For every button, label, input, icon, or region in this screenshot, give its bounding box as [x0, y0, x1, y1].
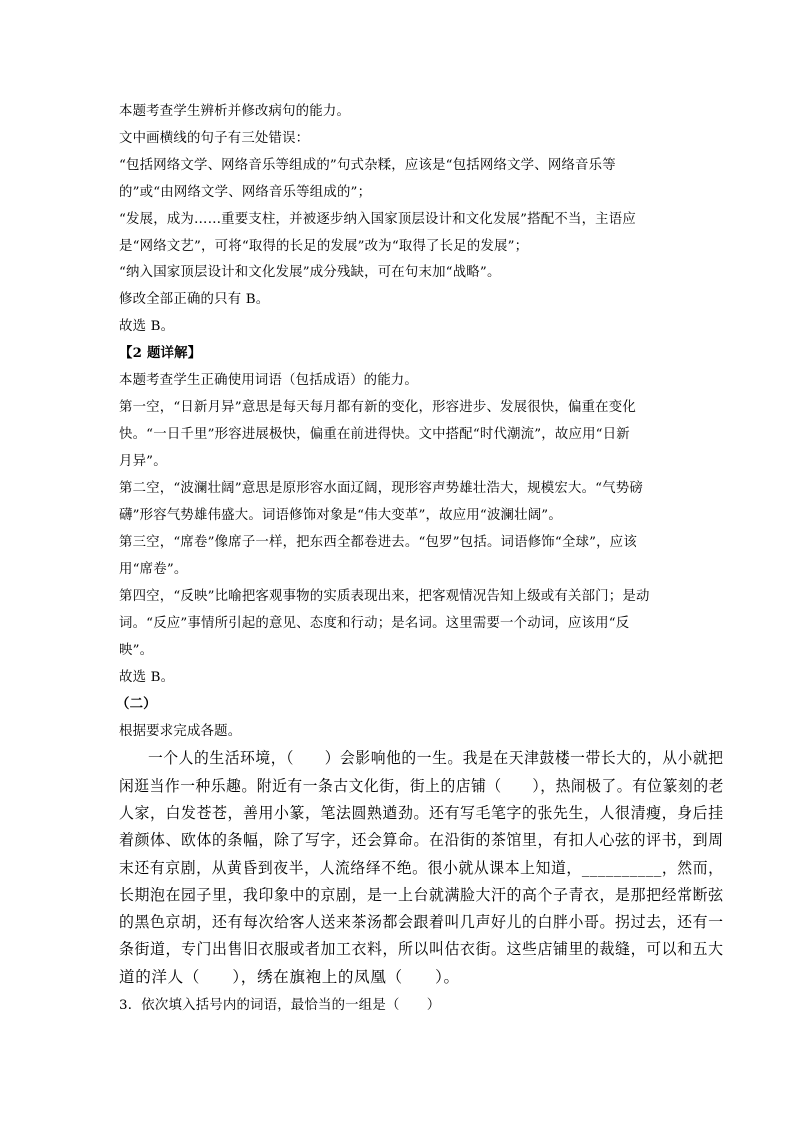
text-line: 用“席卷”。: [119, 562, 188, 577]
text-line: 第一空，“日新月异”意思是每天每月都有新的变化，形容进步、发展很快，偏重在变化: [119, 400, 636, 415]
text-line: 文中画横线的句子有三处错误：: [119, 131, 310, 146]
text-line: 修改全部正确的只有 B。: [119, 292, 270, 307]
text-line: 映”。: [119, 643, 154, 658]
text-line: 礴”形容气势雄伟盛大。词语修饰对象是“伟大变革”，故应用“波澜壮阔”。: [119, 508, 562, 523]
text-line: 故选 B。: [119, 670, 175, 685]
text-line: “包括网络文学、网络音乐等组成的”句式杂糅，应该是“包括网络文学、网络音乐等: [119, 158, 616, 173]
text-line: 根据要求完成各题。: [119, 724, 242, 739]
question-line: 3．依次填入括号内的词语，最恰当的一组是（ ）: [119, 998, 441, 1013]
passage-line: 条街道，专门出售旧衣服或者加工衣料，所以叫估衣街。这些店铺里的裁缝，可以和五大: [119, 940, 724, 958]
passage-line: 人家，白发苍苍，善用小篆，笔法圆熟遒劲。还有写毛笔字的张先生，人很清瘦，身后挂: [119, 804, 724, 822]
text-line: 第三空，“席卷”像席子一样，把东西全都卷进去。“包罗”包括。词语修饰“全球”，应该: [119, 535, 637, 550]
text-line: 词。“反应”事情所引起的意见、态度和行动；是名词。这里需要一个动词，应该用“反: [119, 616, 630, 631]
text-line: 的”或“由网络文学、网络音乐等组成的”；: [119, 185, 372, 200]
text-line: 月异”。: [119, 454, 167, 469]
passage-line: 着颜体、欧体的条幅，除了写字，还会算命。在沿街的茶馆里，有扣人心弦的评书，到周: [119, 831, 724, 849]
text-line: 第二空，“波澜壮阔”意思是原形容水面辽阔，现形容声势雄壮浩大，规模宏大。“气势磅: [119, 481, 643, 496]
section-heading: 【2 题详解】: [119, 345, 202, 361]
passage-line: 一个人的生活环境，（ ）会影响他的一生。我是在天津鼓楼一带长大的，从小就把: [148, 749, 724, 767]
passage-line: 道的洋人（ ），绣在旗袍上的凤凰（ ）。: [119, 968, 460, 986]
text-line: 第四空，“反映”比喻把客观事物的实质表现出来，把客观情况告知上级或有关部门；是动: [119, 589, 650, 604]
passage-line: 的黑色京胡，还有每次给客人送来茶汤都会跟着叫几声好儿的白胖小哥。拐过去，还有一: [119, 913, 724, 931]
text-line: 本题考查学生辨析并修改病句的能力。: [119, 104, 351, 119]
text-line: 快。“一日千里”形容进展极快，偏重在前进得快。文中搭配“时代潮流”，故应用“日新: [119, 427, 630, 442]
text-line: “纳入国家顶层设计和文化发展”成分残缺，可在句末加“战略”。: [119, 265, 501, 280]
text-line: 本题考查学生正确使用词语（包括成语）的能力。: [119, 373, 418, 388]
text-line: 是“网络文艺”，可将“取得的长足的发展”改为“取得了长足的发展”；: [119, 239, 529, 254]
section-heading: （二）: [116, 696, 157, 712]
passage-line: 长期泡在园子里，我印象中的京剧，是一上台就满脸大汗的高个子青衣，是那把经常断弦: [119, 886, 724, 904]
text-line: “发展，成为……重要支柱，并被逐步纳入国家顶层设计和文化发展”搭配不当，主语应: [119, 212, 636, 227]
passage-line: 闲逛当作一种乐趣。附近有一条古文化街，街上的店铺（ ），热闹极了。有位篆刻的老: [119, 777, 724, 795]
passage-line: 末还有京剧，从黄昏到夜半，人流络绎不绝。很小就从课本上知道，__________，然而，: [119, 859, 724, 877]
text-line: 故选 B。: [119, 319, 175, 334]
